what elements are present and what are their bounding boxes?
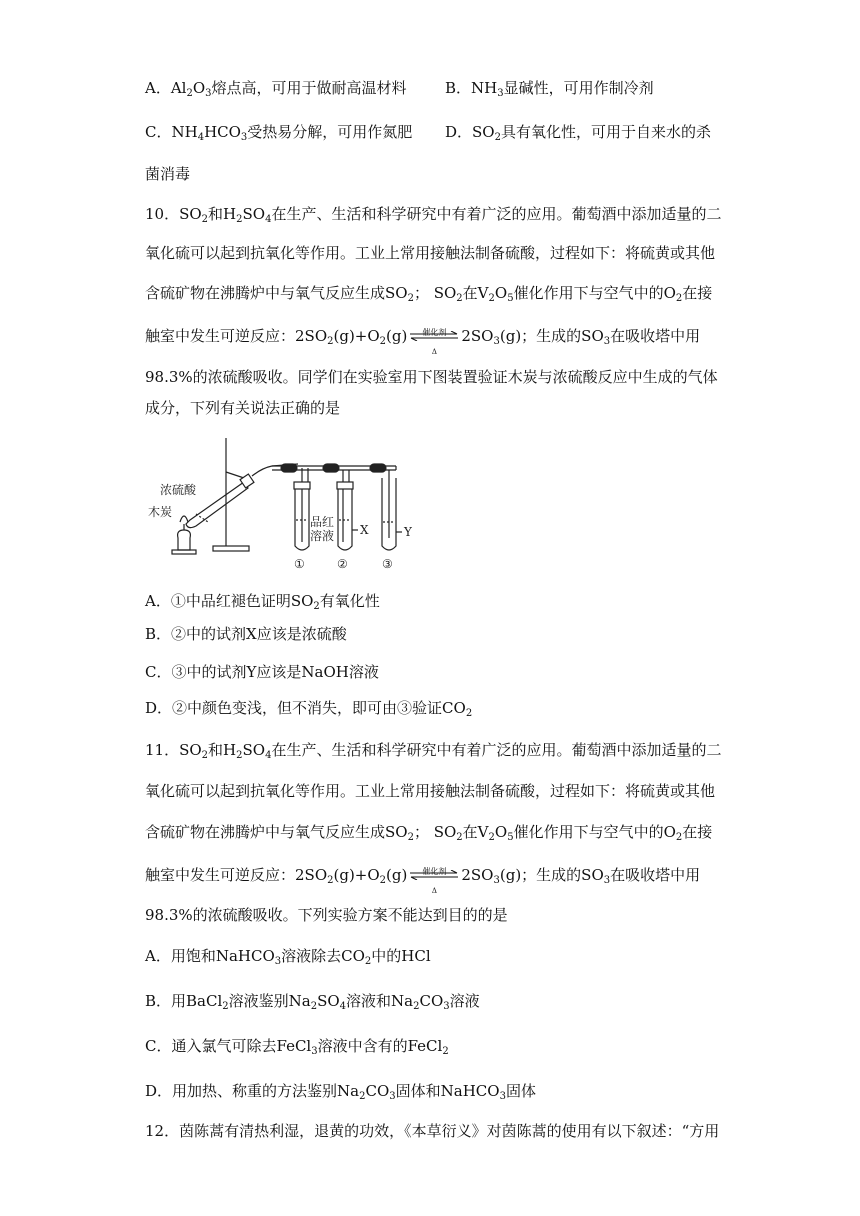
q10-option-b: B．②中的试剂X应该是浓硫酸 [145,625,347,643]
label-x: X [360,523,369,537]
label-carbon: 木炭 [148,505,173,519]
label-acid: 浓硫酸 [160,483,197,497]
q10-line-6: 成分，下列有关说法正确的是 [145,399,341,417]
q11-line-3: 含硫矿物在沸腾炉中与氧气反应生成$SO_2$； $SO_2$在$V_2O_5$催化作用下与空气中的$O_2$在接 [145,823,713,843]
q11-option-d: D．用加热、称重的方法鉴别$Na_2CO_3$固体和NaHCO$_3$固体 [145,1082,536,1102]
q11-line-2: 氧化硫可以起到抗氧化等作用。工业上常用接触法制备硫酸，过程如下：将硫黄或其他 [145,782,716,800]
label-pinhong-2: 溶液 [310,529,335,543]
q10-line-2: 氧化硫可以起到抗氧化等作用。工业上常用接触法制备硫酸，过程如下：将硫黄或其他 [145,244,716,262]
q9-option-b: B．$NH_3$显碱性，可用作制冷剂 [445,79,654,99]
q12-line-1: 12．茵陈蒿有清热利湿，退黄的功效，《本草衍义》对茵陈蒿的使用有以下叙述：“方用 [145,1122,720,1140]
q10-line-1: 10．$SO_2$和$H_2SO_4$在生产、生活和科学研究中有着广泛的应用。葡萄酒中添加适量的二 [145,205,722,225]
q10-line-5: 98.3%的浓硫酸吸收。同学们在实验室用下图装置验证木炭与浓硫酸反应中生成的气体 [145,368,718,386]
q9-option-c: C．$NH_4HCO_3$受热易分解，可用作氮肥 [145,123,413,143]
q11-option-b: B．用BaCl$_2$溶液鉴别$Na_2SO_4$溶液和$Na_2CO_3$溶液 [145,992,480,1012]
q10-line-3: 含硫矿物在沸腾炉中与氧气反应生成$SO_2$； $SO_2$在$V_2O_5$催化作用下与空气中的$O_2$在接 [145,284,713,304]
label-tube-2: ② [337,557,348,570]
q10-option-a: A．①中品红褪色证明$SO_2$有氧化性 [145,592,380,612]
q10-option-d: D．②中颜色变浅，但不消失，即可由③验证$CO_2$ [145,699,473,719]
label-pinhong-1: 品红 [310,515,335,529]
q9-option-d-cont: 菌消毒 [145,165,191,183]
q11-line-1: 11．$SO_2$和$H_2SO_4$在生产、生活和科学研究中有着广泛的应用。葡萄酒中添加适量的二 [145,741,722,761]
q9-option-a: A．$Al_2O_3$熔点高，可用于做耐高温材料 [145,79,407,99]
reversible-arrow: 催化剂 Δ [409,330,459,344]
q11-line-4: 触室中发生可逆反应：$2SO_2(g)+O_2(g)$ 催化剂 Δ $2SO_3(g)$；生成的$SO_3$在吸收塔中用 [145,866,701,895]
reversible-arrow: 催化剂 Δ [409,869,459,883]
apparatus-diagram [148,434,418,570]
q11-option-c: C．通入氯气可除去FeCl$_3$溶液中含有的FeCl$_2$ [145,1037,449,1057]
q9-option-d: D．$SO_2$具有氧化性，可用于自来水的杀 [445,123,711,143]
q10-line-4: 触室中发生可逆反应：$2SO_2(g)+O_2(g)$ 催化剂 Δ $2SO_3(g)$；生成的$SO_3$在吸收塔中用 [145,327,701,356]
q11-line-5: 98.3%的浓硫酸吸收。下列实验方案不能达到目的的是 [145,906,508,924]
q10-option-c: C．③中的试剂Y应该是NaOH溶液 [145,663,379,681]
label-y: Y [404,525,412,539]
label-tube-3: ③ [382,557,393,570]
q11-option-a: A．用饱和NaHCO$_3$溶液除去$CO_2$中的HCl [145,947,431,967]
label-tube-1: ① [294,557,305,570]
